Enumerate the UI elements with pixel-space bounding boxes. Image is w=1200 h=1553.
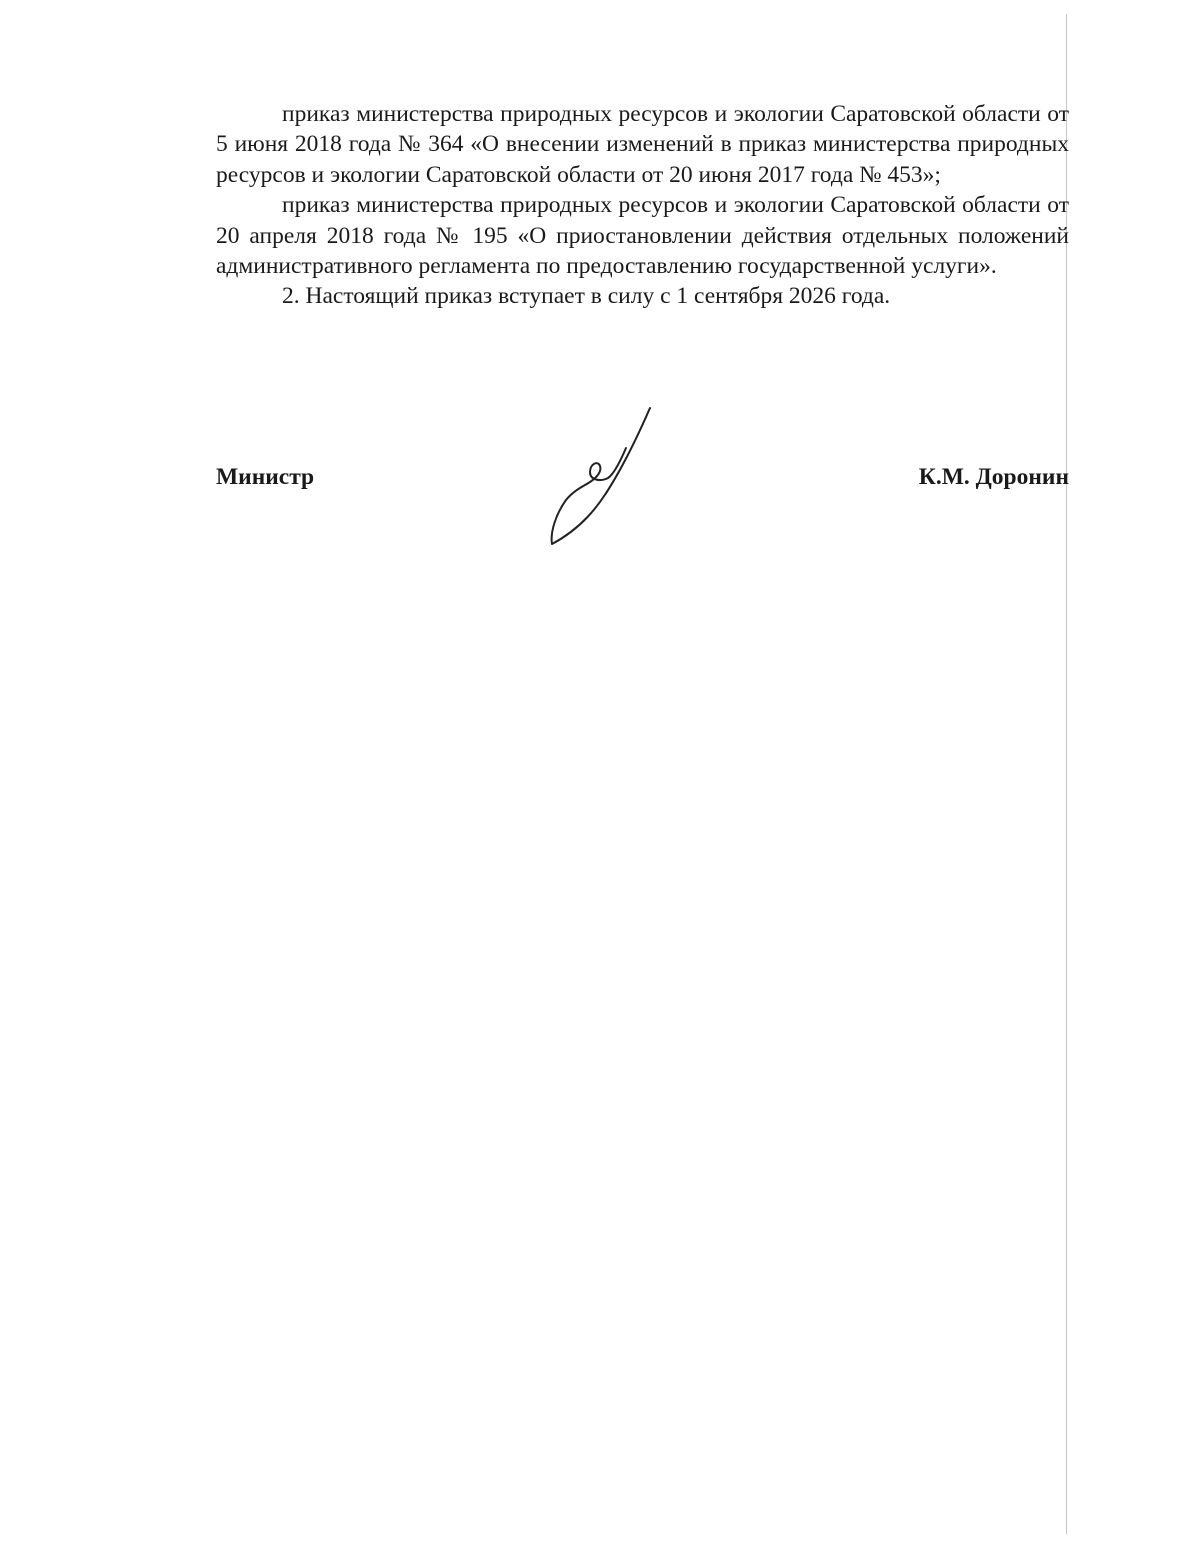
paragraph-order-364: приказ министерства природных ресурсов и экологии Саратовской области от 5 июня 2018 года № 364 «О внесении изменений в приказ министерства природных ресурсов и экологии Саратовской области от 20 июня 2017 года № 453»; [216, 101, 1069, 188]
paragraph-effective-date: 2. Настоящий приказ вступает в силу с 1 сентября 2026 года. [282, 283, 891, 310]
document-body [216, 99, 1069, 312]
handwritten-signature-icon [540, 402, 660, 552]
signer-name: К.М. Доронин [918, 464, 1069, 490]
signer-position: Министр [216, 464, 315, 490]
paragraph-order-195: приказ министерства природных ресурсов и экологии Саратовской области от 20 апреля 2018 года № 195 «О приостановлении действия отдельных положений административного регламента по предоставлению государственной услуги». [216, 192, 1069, 280]
